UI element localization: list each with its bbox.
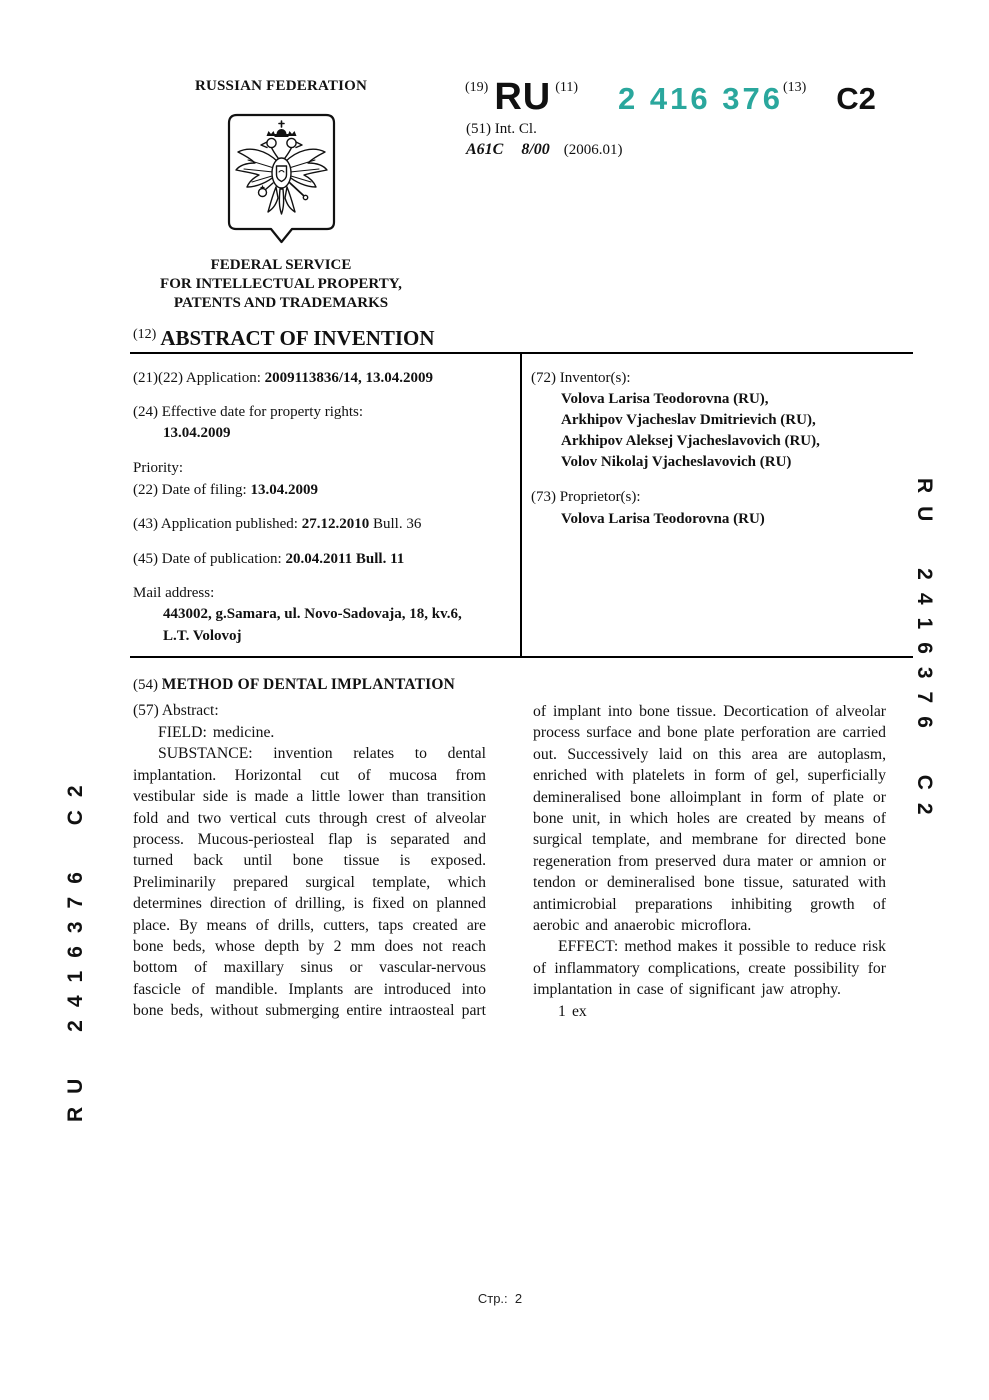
inventor-name: Volov Nikolaj Vjacheslavovich (RU) [561, 454, 792, 470]
mail-address-line: L.T. Volovoj [163, 628, 242, 644]
document-type-heading [133, 326, 435, 351]
abstract-examples: 1 ex [558, 1002, 587, 1020]
inid-code-12: (12) [133, 327, 157, 342]
filing-date-row [133, 480, 318, 500]
mail-address-line: 443002, g.Samara, ul. Novo-Sadovaja, 18, kv.6, [163, 606, 462, 622]
int-cl-classification [466, 141, 623, 159]
page-number: 2 [514, 1291, 523, 1306]
country-code: RU [494, 76, 552, 118]
published-value: 27.12.2010 [301, 516, 370, 532]
application-label: (21)(22) Application: [133, 370, 261, 386]
published-bulletin: Bull. 36 [372, 516, 422, 532]
inventors-list [531, 389, 820, 473]
mail-address-label: Mail address: [133, 585, 215, 601]
filing-date-value: 13.04.2009 [250, 482, 318, 498]
sidebar-publication-id-left: RU 2416376 C2 [64, 772, 87, 1122]
inid-code-19: (19) [465, 80, 489, 95]
inventor-name: Arkhipov Vjacheslav Dmitrievich (RU), [561, 412, 816, 428]
abstract-substance-left: SUBSTANCE: invention relates to dental implantation. Horizontal cut of mucosa from vestibular side is made a little lower than transition fold and two vertical cuts through crest of alveolar process. Mucous-periosteal flap is separated and turned back until bone tissue is exposed. Preliminarily prepared surgical template, which determines direction of drilling, is fixed on planned place. By means of drills, cutters, taps created are bone beds, whose depth by 2 mm does not reach bottom of maxillary sinus or vascular-nervous fascicle of mandible. Implants are introduced into bone beds, without submerging entire intraosteal part [133, 745, 486, 1020]
proprietor-name: Volova Larisa Teodorovna (RU) [561, 511, 765, 527]
inid-code-13: (13) [782, 80, 807, 95]
kind-code: C2 [836, 81, 876, 116]
document-type-title: ABSTRACT OF INVENTION [160, 326, 435, 350]
priority-label: Priority: [133, 460, 184, 476]
inventor-name: Arkhipov Aleksej Vjacheslavovich (RU), [561, 433, 820, 449]
inventors-label: (72) Inventor(s): [531, 370, 631, 386]
sidebar-publication-id-right: RU 2416376 C2 [913, 478, 936, 828]
effective-date-label: (24) Effective date for property rights: [133, 404, 364, 420]
publication-number: 2 416 376 [618, 81, 783, 116]
ipc-class: A61C 8/00 [466, 141, 550, 158]
published-row [133, 514, 421, 534]
abstract-substance-right: of implant into bone tissue. Decortication of alveolar process surface and bone plate perforation are carried out. Successively laid on this area are autoplasm, enriched with platelets in form of gel, superficially demineralised bone alloimplant in form of plate or bone unit, in which holes are created by means of surgical template, and membrane for directed bone regeneration from preserved dura mater or amnion or tendon or demineralised bone tissue, saturated with antimicrobial preparations inhibiting growth of aerobic and anaerobic microflora. [533, 703, 886, 935]
abstract-column-left [133, 722, 486, 1022]
agency-line: FOR INTELLECTUAL PROPERTY, [160, 276, 402, 292]
abstract-label: (57) Abstract: [133, 702, 219, 719]
publication-date-value: 20.04.2011 Bull. 11 [285, 551, 405, 567]
publication-identity [465, 76, 876, 119]
page-label: Стр.: [477, 1291, 508, 1306]
effective-date-value: 13.04.2009 [163, 425, 231, 441]
agency-title [116, 256, 446, 313]
inid-code-54: (54) [133, 677, 158, 693]
abstract-column-right [533, 701, 886, 1022]
int-cl-label: (51) Int. Cl. [466, 121, 537, 137]
publication-date-label: (45) Date of publication: [133, 551, 282, 567]
agency-line: FEDERAL SERVICE [210, 257, 352, 273]
page-footer [425, 1291, 575, 1306]
coat-of-arms [226, 112, 337, 245]
publication-date-row [133, 549, 404, 569]
published-label: (43) Application published: [133, 516, 298, 532]
application-value: 2009113836/14, 13.04.2009 [264, 370, 433, 386]
abstract-field-line: FIELD: medicine. [158, 724, 275, 741]
application-row [133, 368, 433, 388]
invention-title: METHOD OF DENTAL IMPLANTATION [161, 676, 456, 693]
proprietors-label: (73) Proprietor(s): [531, 489, 641, 505]
inventor-name: Volova Larisa Teodorovna (RU), [561, 391, 769, 407]
double-headed-eagle-icon [226, 112, 337, 245]
agency-line: PATENTS AND TRADEMARKS [173, 295, 389, 311]
inid-code-11: (11) [555, 80, 579, 95]
vertical-column-divider [520, 352, 522, 658]
invention-title-row [133, 676, 455, 694]
filing-date-label: (22) Date of filing: [133, 482, 247, 498]
country-title: RUSSIAN FEDERATION [194, 78, 368, 94]
abstract-effect: EFFECT: method makes it possible to reduce risk of inflammatory complications, create possibility for implantation in case of significant jaw atrophy. [533, 938, 886, 999]
ipc-version: (2006.01) [563, 142, 623, 158]
